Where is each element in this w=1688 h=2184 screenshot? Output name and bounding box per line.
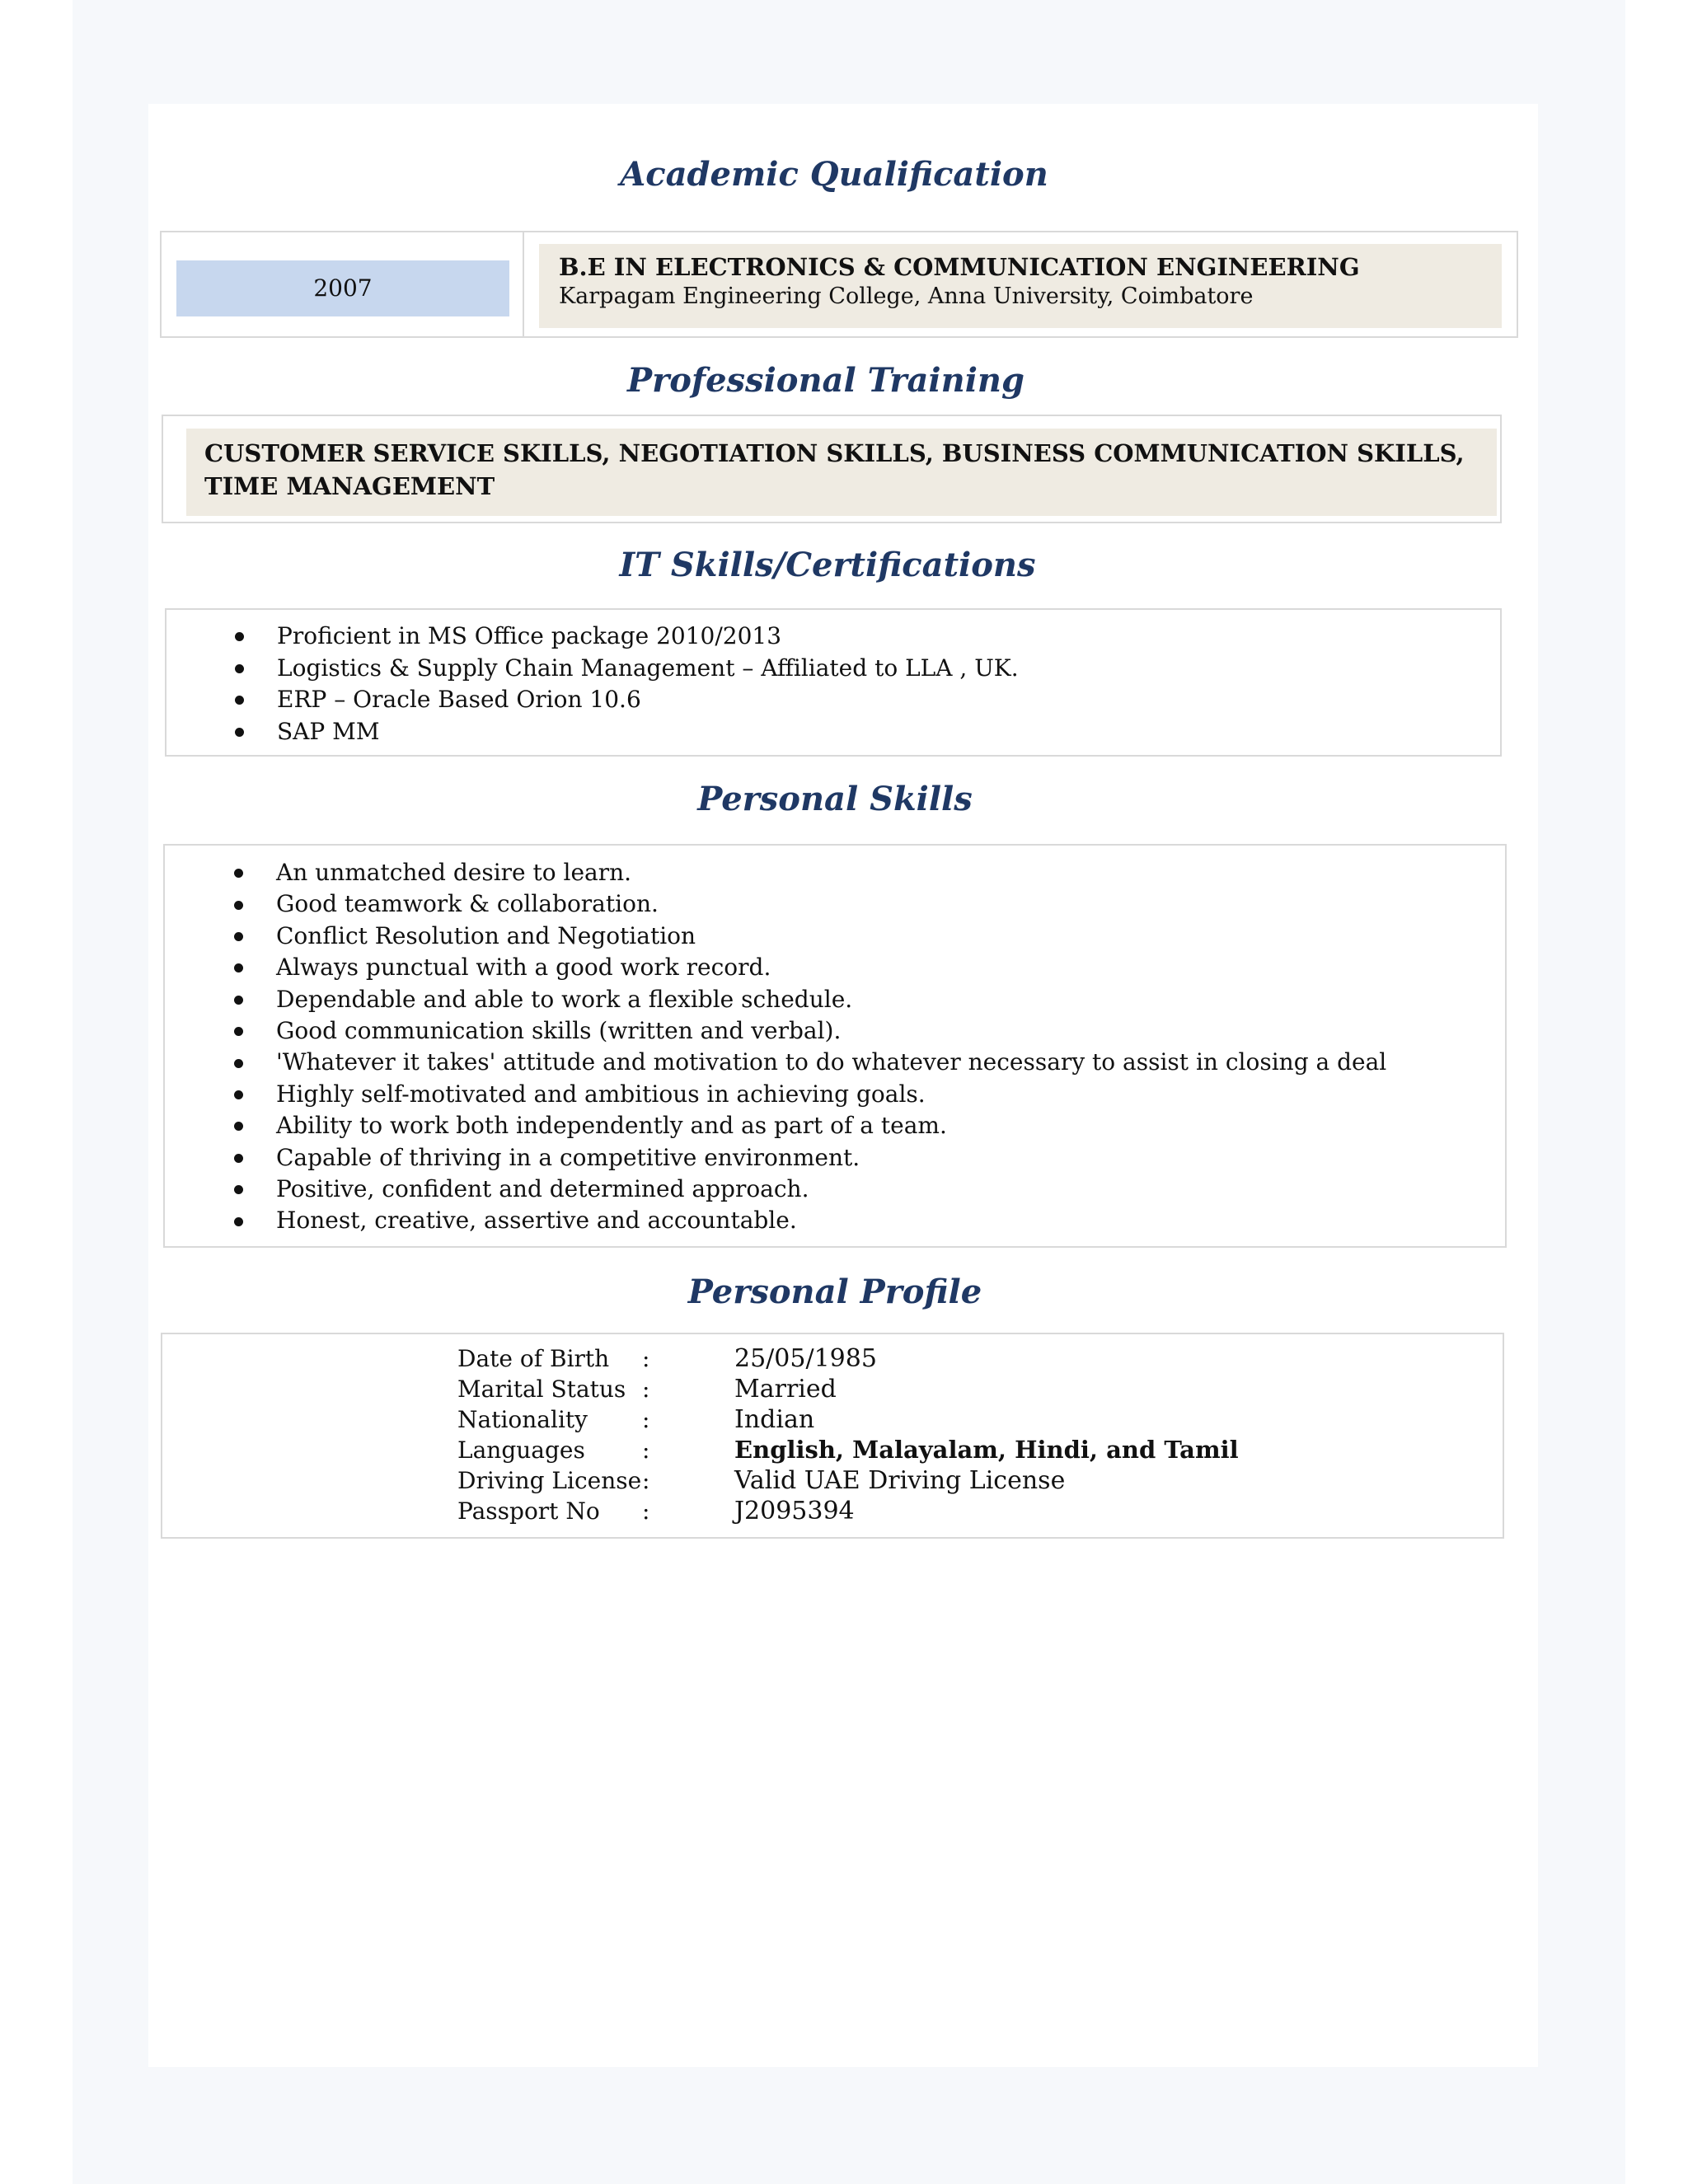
profile-value: 25/05/1985 [734, 1344, 877, 1373]
it-skills-list [232, 621, 1019, 748]
list-item: Capable of thriving in a competitive environment. [231, 1142, 1386, 1174]
it-skills-title: IT Skills/Certifications [619, 546, 1036, 584]
personal-skills-title: Personal Skills [697, 780, 973, 818]
list-item: Ability to work both independently and as part of a team. [231, 1110, 1386, 1141]
academic-degree: B.E IN ELECTRONICS & COMMUNICATION ENGINEERING [559, 253, 1360, 281]
list-item: SAP MM [232, 716, 1019, 748]
profile-value: J2095394 [734, 1497, 855, 1526]
list-item: Positive, confident and determined approach. [231, 1174, 1386, 1205]
profile-label: Nationality [457, 1406, 588, 1433]
academic-college: Karpagam Engineering College, Anna University, Coimbatore [559, 284, 1254, 309]
list-item: Proficient in MS Office package 2010/2013 [232, 621, 1019, 653]
academic-year: 2007 [176, 260, 509, 316]
profile-title: Personal Profile [687, 1272, 982, 1311]
list-item: Dependable and able to work a flexible schedule. [231, 984, 1386, 1015]
profile-label: Marital Status [457, 1376, 626, 1403]
list-item: Always punctual with a good work record. [231, 952, 1386, 983]
profile-value: English, Malayalam, Hindi, and Tamil [734, 1436, 1239, 1464]
list-item: Conflict Resolution and Negotiation [231, 921, 1386, 952]
profile-value: Married [734, 1375, 837, 1404]
profile-separator: : [642, 1376, 650, 1403]
academic-detail [539, 244, 1502, 328]
profile-value: Indian [734, 1405, 815, 1434]
profile-label: Date of Birth [457, 1345, 610, 1372]
profile-label: Passport No [457, 1497, 600, 1525]
profile-label: Languages [457, 1436, 585, 1464]
list-item: Highly self-motivated and ambitious in achieving goals. [231, 1079, 1386, 1110]
profile-label: Driving License [457, 1467, 642, 1494]
training-text: CUSTOMER SERVICE SKILLS, NEGOTIATION SKILLS, BUSINESS COMMUNICATION SKILLS, TIME MANAGEMENT [186, 429, 1497, 516]
profile-separator: : [642, 1497, 650, 1525]
profile-separator: : [642, 1436, 650, 1464]
list-item: ERP – Oracle Based Orion 10.6 [232, 684, 1019, 716]
list-item: An unmatched desire to learn. [231, 857, 1386, 888]
training-title: Professional Training [627, 361, 1025, 400]
profile-value: Valid UAE Driving License [734, 1466, 1066, 1495]
academic-title: Academic Qualification [620, 155, 1048, 194]
list-item: 'Whatever it takes' attitude and motivation to do whatever necessary to assist in closing a deal [231, 1047, 1386, 1078]
list-item: Honest, creative, assertive and accountable. [231, 1205, 1386, 1236]
list-item: Logistics & Supply Chain Management – Affiliated to LLA , UK. [232, 653, 1019, 685]
list-item: Good teamwork & collaboration. [231, 888, 1386, 920]
profile-separator: : [642, 1467, 650, 1494]
profile-separator: : [642, 1406, 650, 1433]
profile-separator: : [642, 1345, 650, 1372]
list-item: Good communication skills (written and verbal). [231, 1015, 1386, 1047]
personal-skills-list [231, 857, 1386, 1237]
